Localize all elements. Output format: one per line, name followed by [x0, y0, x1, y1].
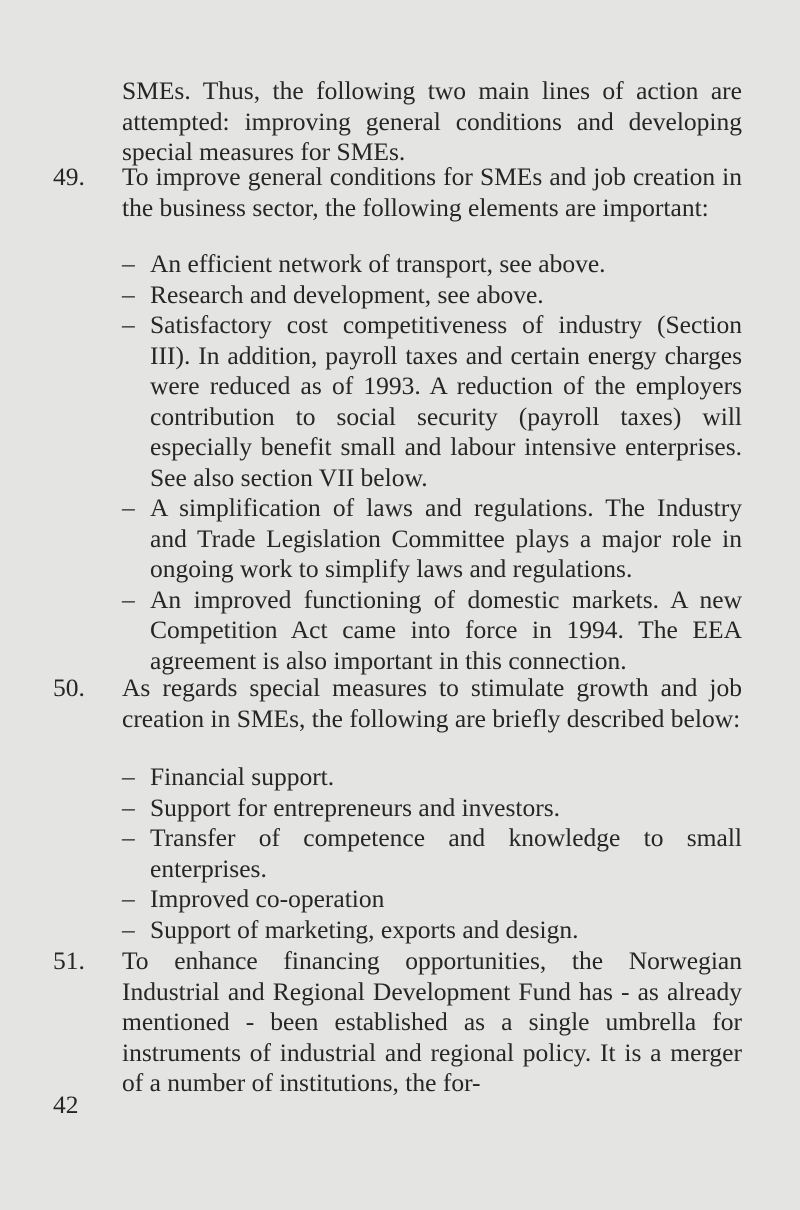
list-item: – Transfer of competence and knowledge to small enterprises. — [122, 823, 742, 883]
section-50-number: 50. — [53, 673, 85, 702]
dash-marker: – — [122, 823, 135, 852]
dash-marker: – — [122, 914, 135, 944]
list-item: – Research and development, see above. — [122, 279, 544, 309]
list-item: – Support of marketing, exports and design. — [122, 914, 579, 944]
list-item: – Support for entrepreneurs and investors. — [122, 792, 561, 822]
intro-paragraph: SMEs. Thus, the following two main lines of action are attempted: improving general conditions and developing special measures for SMEs. — [122, 76, 742, 166]
list-item: – An improved functioning of domestic markets. A new Competition Act came into force in 1994. The EEA agreement is also important in this connection. — [122, 584, 742, 675]
list-item: – A simplification of laws and regulations. The Industry and Trade Legislation Committee plays a major role in ongoing work to simplify laws and regulations. — [122, 493, 742, 583]
section-51-number: 51. — [53, 946, 85, 975]
list-item: – Satisfactory cost competitiveness of industry (Section III). In addition, payroll taxes and certain energy charges were reduced as of 1993. A reduction of the employers contribution to social security (payroll taxes) will especially benefit small and labour intensive enterprises. See also section VII below. — [122, 310, 742, 492]
dash-marker: – — [122, 249, 135, 278]
list-item: – Financial support. — [122, 762, 335, 791]
dash-marker: – — [122, 310, 135, 339]
dash-marker: – — [122, 584, 135, 614]
dash-marker: – — [122, 884, 135, 913]
dash-marker: – — [122, 792, 135, 822]
section-50-text: As regards special measures to stimulate growth and job creation in SMEs, the following are briefly described below: — [122, 673, 742, 733]
section-51-text: To enhance financing opportunities, the Norwegian Industrial and Regional Development Fund has - as already mentioned - been established as a single umbrella for instruments of industrial and regional policy. It is a merger of a number of institutions, the for- — [122, 946, 742, 1097]
list-item: – Improved co-operation — [122, 884, 385, 913]
section-49-number: 49. — [53, 162, 85, 191]
dash-marker: – — [122, 762, 135, 791]
dash-marker: – — [122, 493, 135, 522]
section-50-list — [122, 762, 742, 945]
page-number: 42 — [53, 1090, 79, 1119]
section-49-text: To improve general conditions for SMEs and job creation in the business sector, the following elements are important: — [122, 162, 742, 222]
dash-marker: – — [122, 279, 135, 309]
list-item: – An efficient network of transport, see above. — [122, 249, 606, 278]
section-49-list — [122, 249, 742, 676]
